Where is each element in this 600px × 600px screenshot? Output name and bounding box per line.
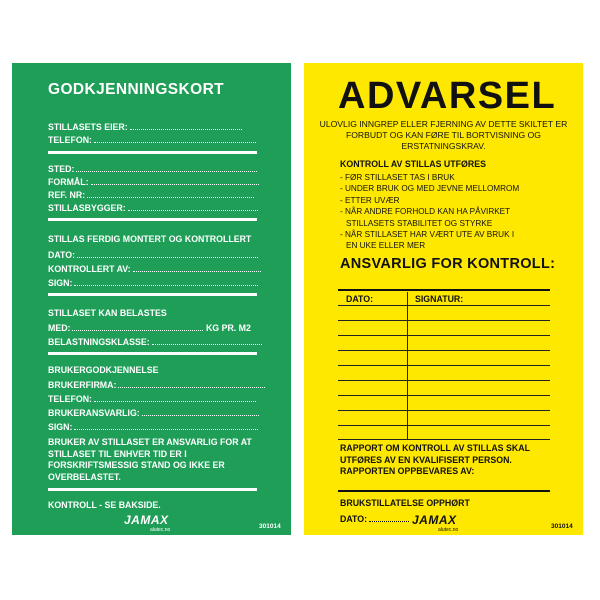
sign-field: SIGN: xyxy=(48,277,258,288)
list-item: - UNDER BRUK OG MED JEVNE MELLOMROM xyxy=(340,184,520,194)
responsible-heading: ANSVARLIG FOR KONTROLL: xyxy=(340,256,556,272)
user-responsible-field: BRUKERANSVARLIG: xyxy=(48,407,259,418)
warning-text: ULOVLIG INNGREP ELLER FJERNING AV DETTE SKILTET ER FORBUDT OG KAN FØRE TIL BORTVISNING OG ERSTATNINGSKRAV. xyxy=(319,119,568,151)
load-heading: STILLASET KAN BELASTES xyxy=(48,308,167,318)
divider xyxy=(48,293,257,296)
builder-field: STILLASBYGGER: xyxy=(48,202,258,213)
jamax-logo: JAMAX xyxy=(412,513,457,527)
load-with-field: MED: KG PR. M2 xyxy=(48,323,251,333)
control-note: KONTROLL - SE BAKSIDE. xyxy=(48,500,161,510)
table-row-line xyxy=(338,425,550,426)
product-code: 301014 xyxy=(259,523,281,530)
approval-card-title: GODKJENNINGSKORT xyxy=(48,81,225,98)
user-company-field: BRUKERFIRMA: xyxy=(48,379,265,390)
approval-card xyxy=(12,63,291,535)
list-item: - ETTER UVÆR xyxy=(340,195,400,205)
control-heading: KONTROLL AV STILLAS UTFØRES xyxy=(340,159,486,169)
list-item: EN UKE ELLER MER xyxy=(346,241,426,251)
place-field: STED: xyxy=(48,163,257,174)
table-row-line xyxy=(338,395,550,396)
table-row-line xyxy=(338,365,550,366)
product-code: 301014 xyxy=(551,523,573,530)
table-row-line xyxy=(338,305,550,306)
checked-by-field: KONTROLLERT AV: xyxy=(48,263,261,274)
control-list xyxy=(340,172,519,252)
list-item: STILLASETS STABILITET OG STYRKE xyxy=(346,218,493,228)
control-log-table xyxy=(338,292,550,440)
divider xyxy=(48,151,257,154)
jamax-logo: JAMAX xyxy=(124,513,169,527)
column-header-signature: SIGNATUR: xyxy=(415,294,464,304)
warning-card xyxy=(304,63,583,535)
divider xyxy=(338,289,550,291)
list-item: - NÅR STILLASET HAR VÆRT UTE AV BRUK I xyxy=(340,230,515,240)
responsibility-text: BRUKER AV STILLASET ER ANSVARLIG FOR AT STILLASET TIL ENHVER TID ER I FORSKRIFTSMESSIG STAND OG IKKE ER OVERBELASTET. xyxy=(48,437,252,482)
table-row-line xyxy=(338,335,550,336)
list-item: - NÅR ANDRE FORHOLD KAN HA PÅVIRKET xyxy=(340,207,511,217)
table-row-line xyxy=(338,439,550,440)
mounted-heading: STILLAS FERDIG MONTERT OG KONTROLLERT xyxy=(48,234,252,244)
owner-field: STILLASETS EIER: xyxy=(48,121,242,132)
table-row-line xyxy=(338,380,550,381)
divider xyxy=(48,488,257,491)
phone-field: TELEFON: xyxy=(48,134,256,145)
warning-card-title: ADVARSEL xyxy=(338,75,557,117)
purpose-field: FORMÅL: xyxy=(48,176,259,187)
date-field: DATO: xyxy=(340,513,409,524)
divider xyxy=(48,352,257,355)
column-divider xyxy=(407,292,408,440)
divider xyxy=(48,218,257,221)
table-row-line xyxy=(338,350,550,351)
permit-expired-label: BRUKSTILLATELSE OPPHØRT xyxy=(340,498,470,508)
report-text: RAPPORT OM KONTROLL AV STILLAS SKAL UTFØRES AV EN KVALIFISERT PERSON. RAPPORTEN OPPBEVARES AV: xyxy=(340,443,530,476)
logo-subtitle: alutec.no xyxy=(150,527,171,533)
date-field: DATO: xyxy=(48,249,258,260)
divider xyxy=(338,490,550,492)
table-row-line xyxy=(338,320,550,321)
user-heading: BRUKERGODKJENNELSE xyxy=(48,365,159,375)
user-phone-field: TELEFON: xyxy=(48,393,256,404)
list-item: - FØR STILLASET TAS I BRUK xyxy=(340,173,455,182)
table-row-line xyxy=(338,410,550,411)
ref-field: REF. NR: xyxy=(48,189,254,200)
logo-subtitle: alutec.no xyxy=(438,527,459,533)
column-header-date: DATO: xyxy=(346,294,374,304)
user-sign-field: SIGN: xyxy=(48,421,258,432)
load-class-field: BELASTNINGSKLASSE: xyxy=(48,336,262,347)
